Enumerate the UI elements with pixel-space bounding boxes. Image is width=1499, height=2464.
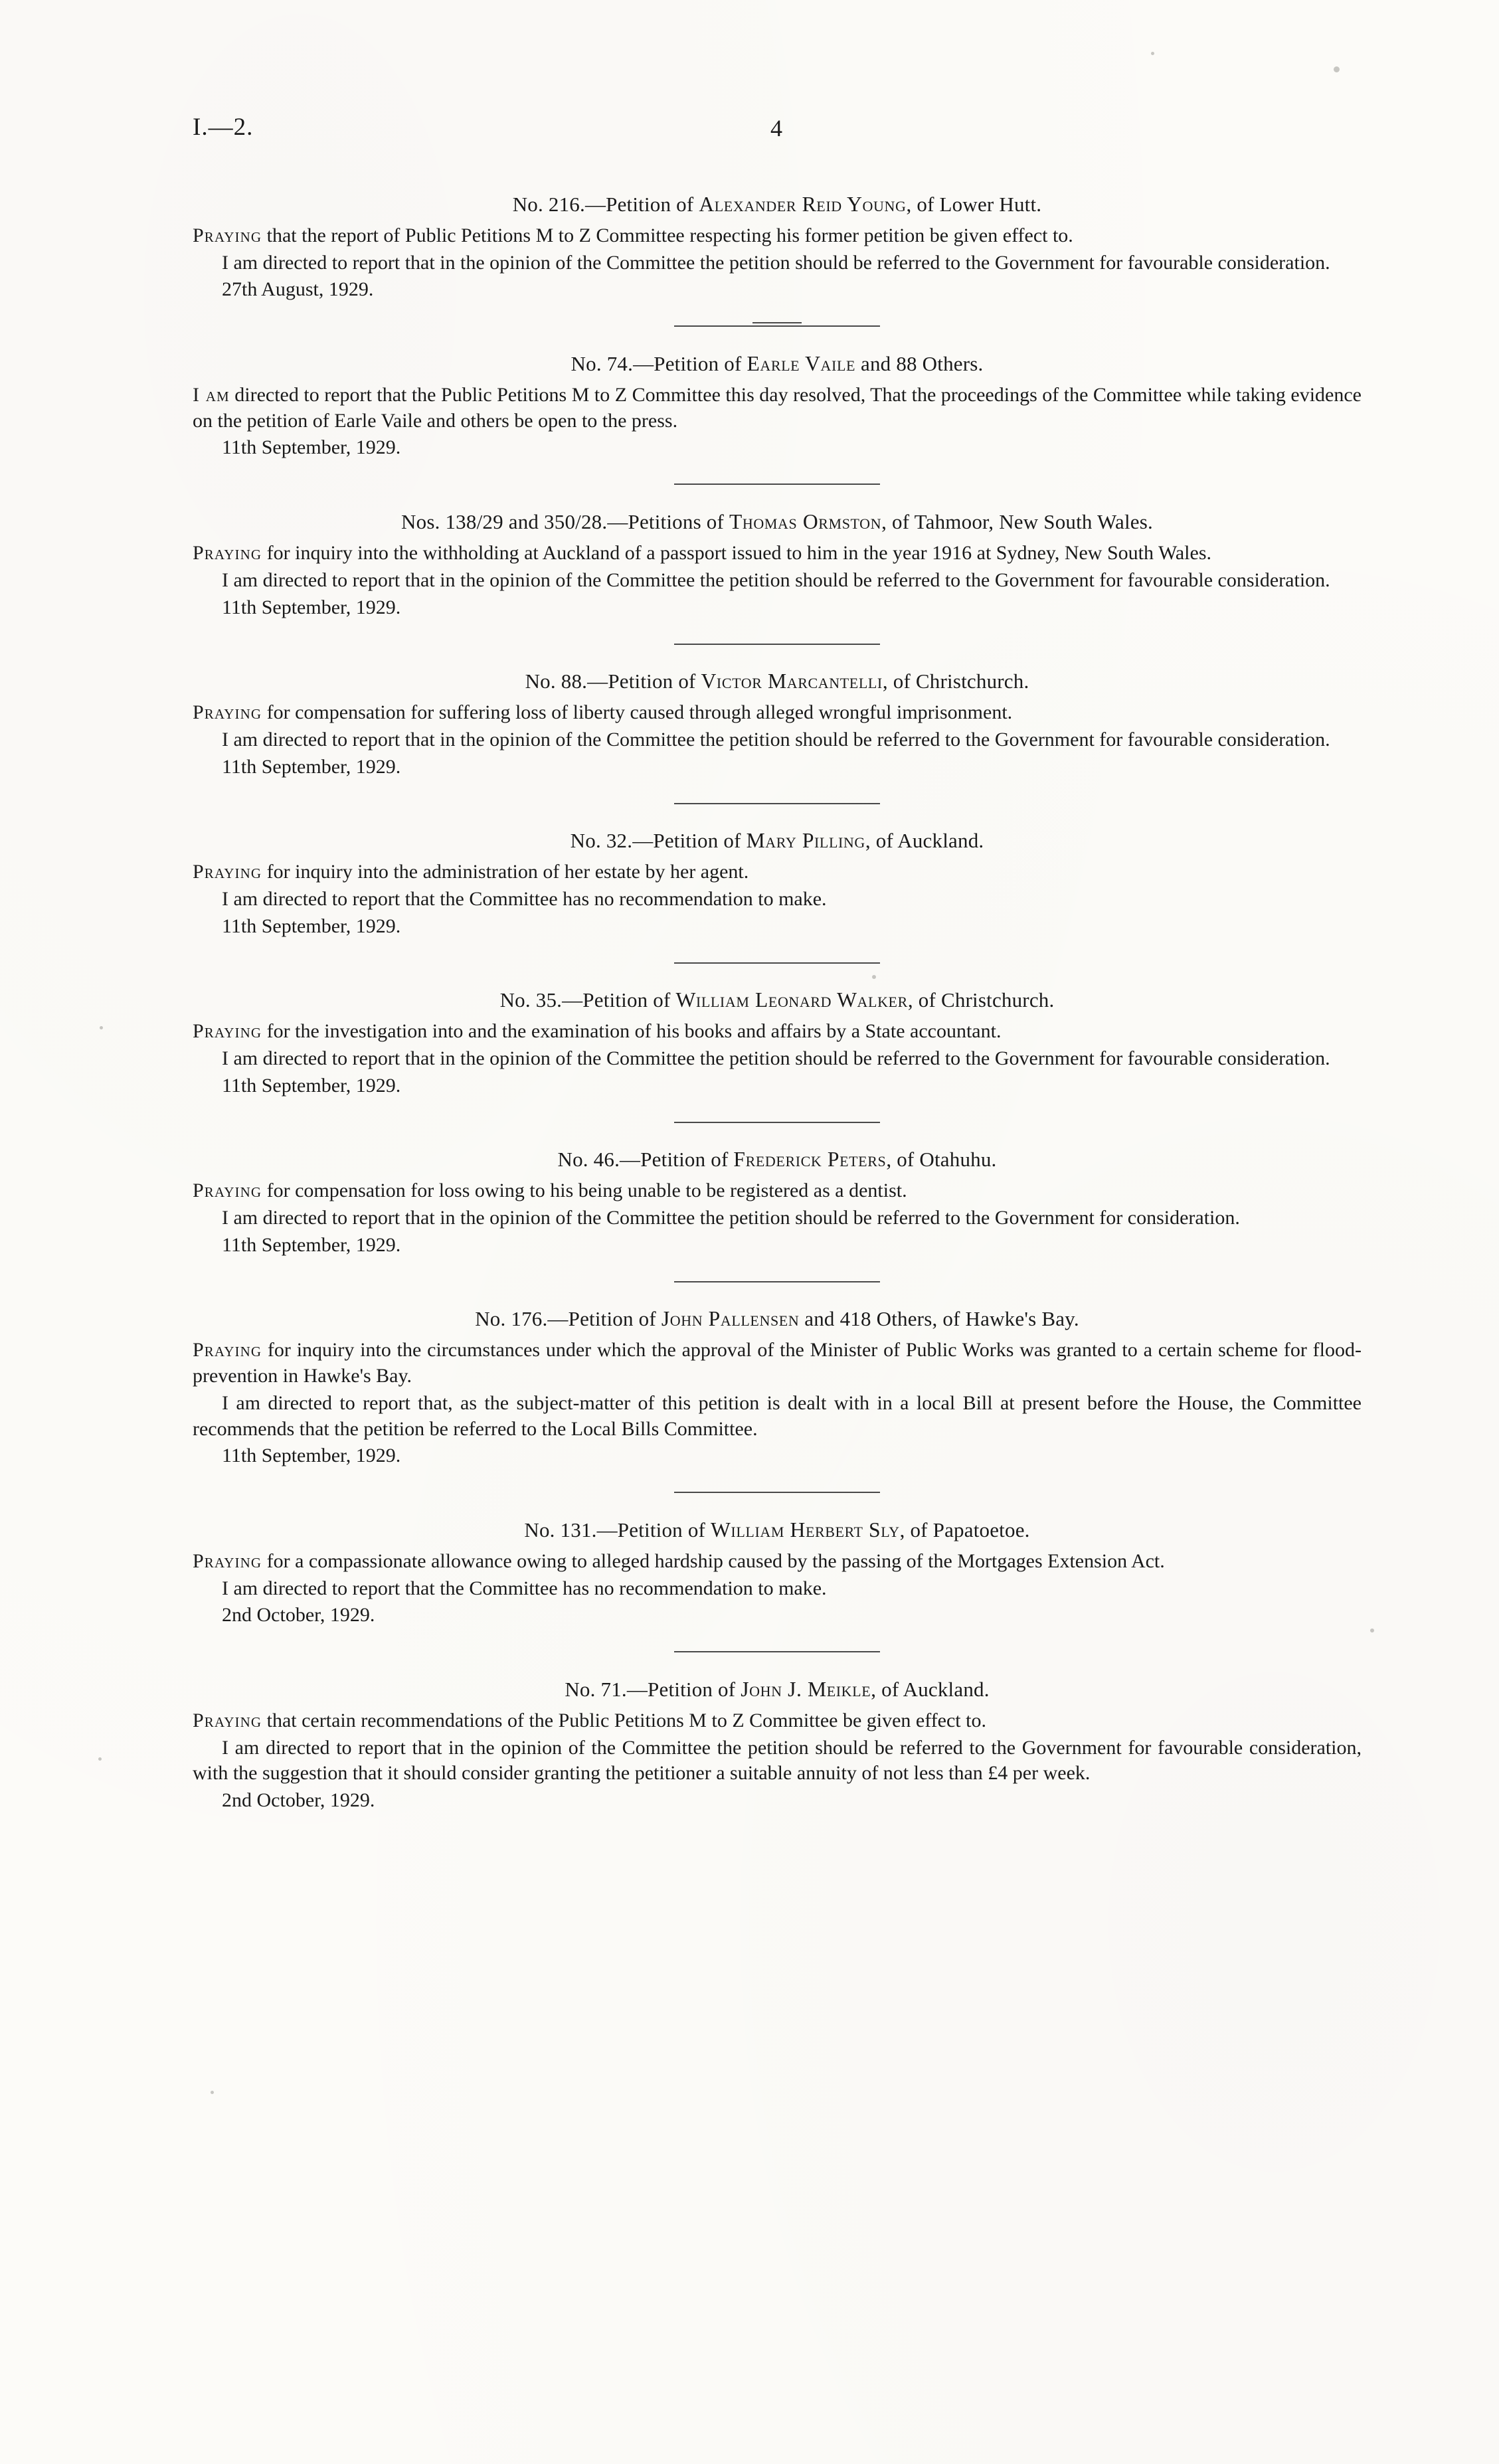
- petition-paragraph: [193, 1549, 1362, 1575]
- paragraph-text: for inquiry into the withholding at Auckland of a passport issued to him in the year 1916 at Sydney, New South Wales.: [262, 542, 1212, 565]
- petition-paragraph: [193, 1576, 1362, 1602]
- petitioner-locality: , of Lower Hutt.: [906, 193, 1042, 216]
- petitioner-locality: , of Otahuhu.: [886, 1148, 997, 1172]
- petition-entry: [193, 352, 1362, 461]
- petition-paragraph: [193, 700, 1362, 726]
- divider-rule: [674, 962, 880, 964]
- petition-number: No. 71.—Petition of: [565, 1677, 741, 1701]
- petitioner-name: William Herbert Sly: [711, 1518, 900, 1541]
- paragraph-text: that the report of Public Petitions M to Z Committee respecting his former petition be given effect to.: [262, 224, 1073, 246]
- paragraph-text: for compensation for suffering loss of liberty caused through alleged wrongful imprisonment.: [262, 701, 1013, 724]
- petition-entry: [193, 1518, 1362, 1628]
- section-divider: [193, 1275, 1362, 1287]
- petition-number: No. 131.—Petition of: [524, 1518, 711, 1541]
- paragraph-text: I am directed to report that the Committee has no recommendation to make.: [222, 1577, 827, 1599]
- paragraph-text: I am directed to report that in the opinion of the Committee the petition should be referred to the Government for favourable consideration.: [222, 569, 1330, 591]
- paragraph-text: I am directed to report that in the opinion of the Committee the petition should be referred to the Government for favourable consideration.: [222, 1047, 1330, 1069]
- report-date: 11th September, 1929.: [222, 1074, 401, 1097]
- section-divider: [193, 478, 1362, 490]
- page-number: 4: [770, 115, 782, 141]
- petition-paragraph: [193, 541, 1362, 567]
- petitioner-locality: , of Auckland.: [871, 1677, 990, 1701]
- report-date: 11th September, 1929.: [222, 1445, 401, 1467]
- paragraph-lead-word: I am: [193, 384, 230, 406]
- divider-rule: [674, 1281, 880, 1282]
- petition-entry: [193, 1307, 1362, 1468]
- petitioner-locality: and 418 Others, of Hawke's Bay.: [799, 1307, 1079, 1331]
- paragraph-text: I am directed to report that, as the subject-matter of this petition is dealt with in a local Bill at present before the House, the Committee recommends that the petition be referred to the Local Bills Committee.: [193, 1391, 1362, 1440]
- section-divider: [193, 1116, 1362, 1128]
- scan-speck: [211, 2091, 214, 2094]
- petition-paragraph: [193, 1338, 1362, 1389]
- petition-heading: [193, 510, 1362, 534]
- paper-number: I.—2.: [193, 114, 254, 141]
- scan-speck: [1334, 66, 1340, 72]
- petition-number: No. 35.—Petition of: [499, 988, 676, 1012]
- section-divider: [193, 797, 1362, 809]
- paragraph-text: for a compassionate allowance owing to alleged hardship caused by the passing of the Mortgages Extension Act.: [262, 1549, 1165, 1572]
- report-date: 11th September, 1929.: [222, 436, 401, 459]
- petitioner-locality: , of Tahmoor, New South Wales.: [881, 510, 1153, 534]
- petition-paragraph: [193, 250, 1362, 276]
- report-date: 11th September, 1929.: [222, 596, 401, 618]
- paragraph-text: for inquiry into the administration of her estate by her agent.: [262, 861, 749, 883]
- petition-paragraph: [193, 223, 1362, 249]
- petition-paragraph: [193, 859, 1362, 885]
- petition-entry-list: [193, 193, 1362, 1814]
- petition-number: No. 74.—Petition of: [571, 352, 747, 376]
- report-date: 11th September, 1929.: [222, 1233, 401, 1256]
- report-date: 11th September, 1929.: [222, 915, 401, 937]
- petitioner-name: Mary Pilling: [746, 829, 865, 853]
- page-content: [193, 113, 1362, 1818]
- divider-rule: [674, 1492, 880, 1493]
- divider-rule: [674, 325, 880, 327]
- divider-rule: [674, 803, 880, 804]
- petitioner-locality: , of Papatoetoe.: [899, 1518, 1030, 1541]
- petition-heading: [193, 352, 1362, 376]
- petition-paragraph: [193, 1178, 1362, 1204]
- divider-rule: [674, 1651, 880, 1652]
- petition-entry: [193, 1148, 1362, 1258]
- petition-number: No. 32.—Petition of: [570, 829, 747, 853]
- paragraph-lead-word: Praying: [193, 1709, 262, 1731]
- section-divider: [193, 956, 1362, 968]
- paragraph-text: I am directed to report that in the opinion of the Committee the petition should be referred to the Government for consideration.: [222, 1207, 1240, 1229]
- petitioner-name: Frederick Peters: [733, 1148, 887, 1172]
- paragraph-text: I am directed to report that in the opinion of the Committee the petition should be referred to the Government for favourable consideration, with the suggestion that it should consider granting the petitioner a suitable annuity of not less than £4 per week.: [193, 1736, 1362, 1785]
- section-divider: [193, 320, 1362, 332]
- paragraph-text: for the investigation into and the examination of his books and affairs by a State accountant.: [262, 1020, 1002, 1043]
- report-date: 2nd October, 1929.: [222, 1604, 375, 1627]
- petition-entry: [193, 193, 1362, 303]
- petition-paragraph: [193, 1391, 1362, 1442]
- paragraph-lead-word: Praying: [193, 1020, 262, 1043]
- petition-entry: [193, 669, 1362, 780]
- divider-rule: [674, 484, 880, 485]
- petition-entry: [193, 829, 1362, 939]
- paragraph-text: I am directed to report that the Committee has no recommendation to make.: [222, 887, 827, 910]
- divider-rule: [674, 644, 880, 645]
- petitioner-name: Thomas Ormston: [729, 510, 882, 534]
- paragraph-text: directed to report that the Public Petitions M to Z Committee this day resolved, That the proceedings of the Committee while taking evidence on the petition of Earle Vaile and others be open to the press.: [193, 384, 1362, 432]
- petitioner-name: John Pallensen: [661, 1307, 800, 1331]
- paragraph-text: I am directed to report that in the opinion of the Committee the petition should be referred to the Government for favourable consideration.: [222, 251, 1330, 274]
- paragraph-lead-word: Praying: [193, 701, 262, 724]
- petition-paragraph: [193, 887, 1362, 913]
- scan-speck: [98, 1757, 102, 1761]
- petitioner-locality: , of Christchurch.: [882, 669, 1029, 693]
- paragraph-lead-word: Praying: [193, 1180, 262, 1202]
- petition-number: No. 46.—Petition of: [557, 1148, 734, 1172]
- section-divider: [193, 1646, 1362, 1658]
- petition-paragraph: [193, 1019, 1362, 1045]
- petitioner-name: Victor Marcantelli: [701, 669, 883, 693]
- report-date: 2nd October, 1929.: [222, 1789, 375, 1811]
- paragraph-text: I am directed to report that in the opinion of the Committee the petition should be referred to the Government for favourable consideration.: [222, 728, 1330, 750]
- petitioner-name: Alexander Reid Young: [699, 193, 907, 216]
- petition-paragraph: [193, 568, 1362, 594]
- petition-heading: [193, 1518, 1362, 1542]
- petition-entry: [193, 510, 1362, 620]
- section-divider: [193, 1486, 1362, 1498]
- report-date: 11th September, 1929.: [222, 755, 401, 778]
- running-head: [193, 113, 1362, 159]
- divider-rule: [674, 1122, 880, 1123]
- petition-paragraph: [193, 1205, 1362, 1231]
- petition-number: No. 176.—Petition of: [475, 1307, 661, 1331]
- paragraph-lead-word: Praying: [193, 1339, 262, 1362]
- paragraph-lead-word: Praying: [193, 542, 262, 565]
- petition-paragraph: [193, 1708, 1362, 1734]
- petition-heading: [193, 1148, 1362, 1172]
- scan-speck: [1151, 52, 1154, 55]
- paragraph-lead-word: Praying: [193, 224, 262, 246]
- petition-paragraph: [193, 1735, 1362, 1787]
- petition-entry: [193, 1678, 1362, 1814]
- petition-paragraph: [193, 383, 1362, 434]
- petition-heading: [193, 669, 1362, 693]
- paragraph-lead-word: Praying: [193, 1549, 262, 1572]
- petitioner-name: John J. Meikle: [741, 1677, 871, 1701]
- petition-number: No. 216.—Petition of: [512, 193, 699, 216]
- scan-speck: [100, 1026, 103, 1029]
- paragraph-text: for compensation for loss owing to his being unable to be registered as a dentist.: [262, 1180, 907, 1202]
- petition-heading: [193, 1678, 1362, 1702]
- petition-number: No. 88.—Petition of: [525, 669, 701, 693]
- petitioner-name: William Leonard Walker: [675, 988, 908, 1012]
- paragraph-lead-word: Praying: [193, 861, 262, 883]
- petition-heading: [193, 988, 1362, 1012]
- petition-paragraph: [193, 727, 1362, 753]
- section-divider: [193, 638, 1362, 650]
- paragraph-text: that certain recommendations of the Public Petitions M to Z Committee be given effect to.: [262, 1709, 986, 1731]
- petition-heading: [193, 193, 1362, 217]
- petition-heading: [193, 829, 1362, 853]
- paragraph-text: for inquiry into the circumstances under which the approval of the Minister of Public Works was granted to a certain scheme for flood-prevention in Hawke's Bay.: [193, 1339, 1362, 1387]
- petition-paragraph: [193, 1046, 1362, 1072]
- petitioner-locality: , of Auckland.: [865, 829, 984, 853]
- scan-speck: [1370, 1628, 1374, 1632]
- petitioner-name: Earle Vaile: [747, 352, 856, 376]
- report-date: 27th August, 1929.: [222, 278, 374, 301]
- petition-heading: [193, 1307, 1362, 1331]
- petitioner-locality: , of Christchurch.: [907, 988, 1055, 1012]
- petition-entry: [193, 988, 1362, 1099]
- petitioner-locality: and 88 Others.: [855, 352, 984, 376]
- petition-number: Nos. 138/29 and 350/28.—Petitions of: [401, 510, 729, 534]
